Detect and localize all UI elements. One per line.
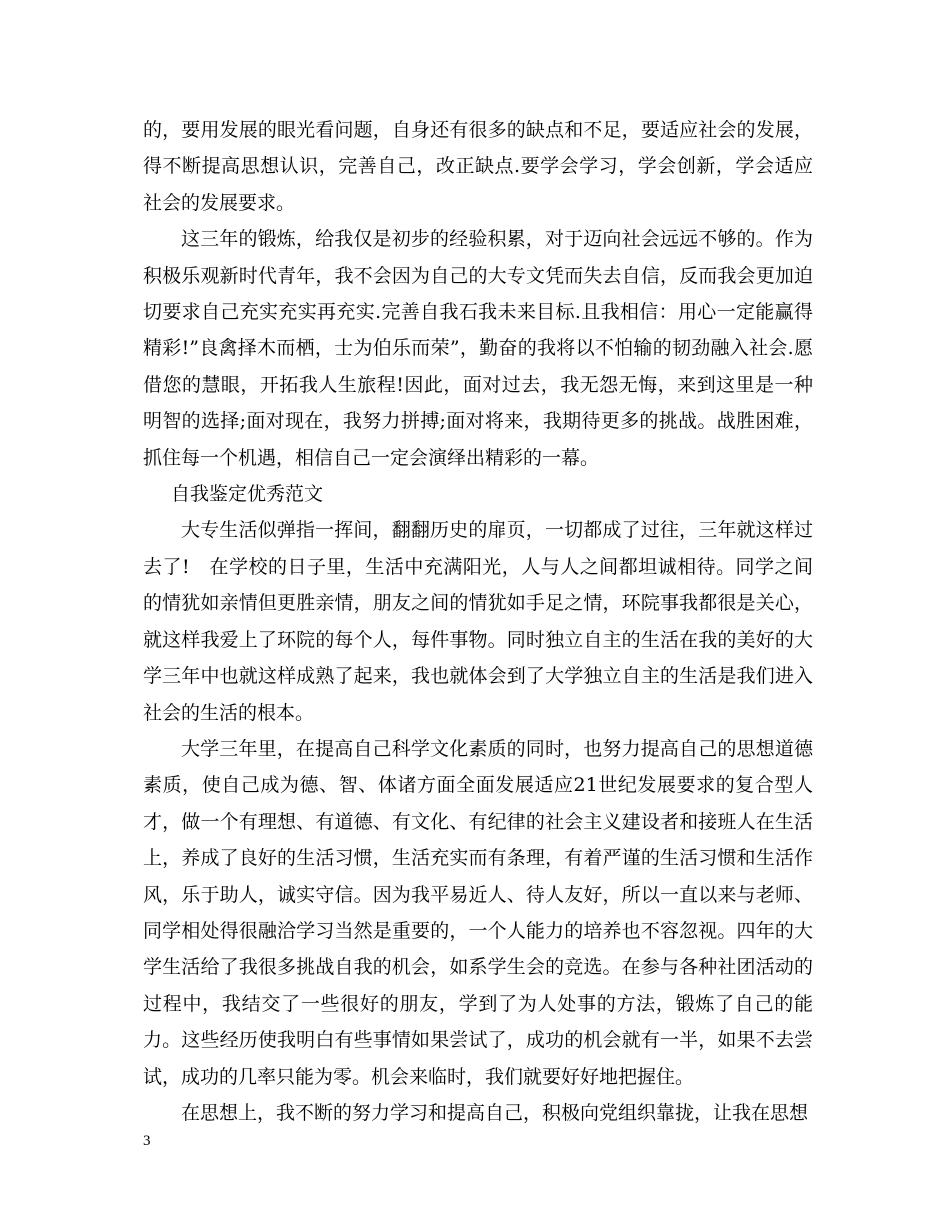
section-title: 自我鉴定优秀范文	[171, 483, 324, 506]
page-number: 3	[143, 1133, 151, 1149]
paragraph-experience-summary: 这三年的锻炼，给我仅是初步的经验积累，对于迈向社会远远不够的。作为积极乐观新时代青年，我不会因为自己的大专文凭而失去自信，反而我会更加迫切要求自己充实充实再充实.完善自我石我未来目标.且我相信：用心一定能赢得精彩!”良禽择木而栖，士为伯乐而荣”，勤奋的我将以不怕输的韧劲融入社会.愿借您的慧眼，开拓我人生旅程!因此，面对过去，我无怨无悔，来到这里是一种明智的选择;面对现在，我努力拼搏;面对将来，我期待更多的挑战。战胜困难，抓住每一个机遇，相信自己一定会演绎出精彩的一幕。	[143, 228, 813, 469]
paragraph-ideology: 在思想上，我不断的努力学习和提高自己，积极向党组织靠拢，让我在思想	[181, 1101, 809, 1124]
paragraph-college-life: 大专生活似弹指一挥间，翻翻历史的扉页，一切都成了过往，三年就这样过去了! 在学校的日子里，生活中充满阳光，人与人之间都坦诚相待。同学之间的情犹如亲情但更胜亲情，朋友之间的情犹如手足之情，环院事我都很是关心，就这样我爱上了环院的每个人，每件事物。同时独立自主的生活在我的美好的大学三年中也就这样成熟了起来，我也就体会到了大学独立自主的生活是我们进入社会的生活的根本。	[143, 519, 813, 724]
paragraph-three-years: 大学三年里，在提高自己科学文化素质的同时，也努力提高自己的思想道德素质，使自己成为德、智、体诸方面全面发展适应21世纪发展要求的复合型人才，做一个有理想、有道德、有文化、有纪律的社会主义建设者和接班人在生活上，养成了良好的生活习惯，生活充实而有条理，有着严谨的生活习惯和生活作风，乐于助人，诚实守信。因为我平易近人、待人友好，所以一直以来与老师、同学相处得很融洽学习当然是重要的，一个人能力的培养也不容忽视。四年的大学生活给了我很多挑战自我的机会，如系学生会的竞选。在参与各种社团活动的过程中，我结交了一些很好的朋友，学到了为人处事的方法，锻炼了自己的能力。这些经历使我明白有些事情如果尝试了，成功的机会就有一半，如果不去尝试，成功的几率只能为零。机会来临时，我们就要好好地把握住。	[143, 737, 813, 1088]
document-body	[143, 112, 813, 1131]
paragraph-continuation: 的，要用发展的眼光看问题，自身还有很多的缺点和不足，要适应社会的发展，得不断提高思想认识，完善自己，改正缺点.要学会学习，学会创新，学会适应社会的发展要求。	[143, 119, 813, 214]
